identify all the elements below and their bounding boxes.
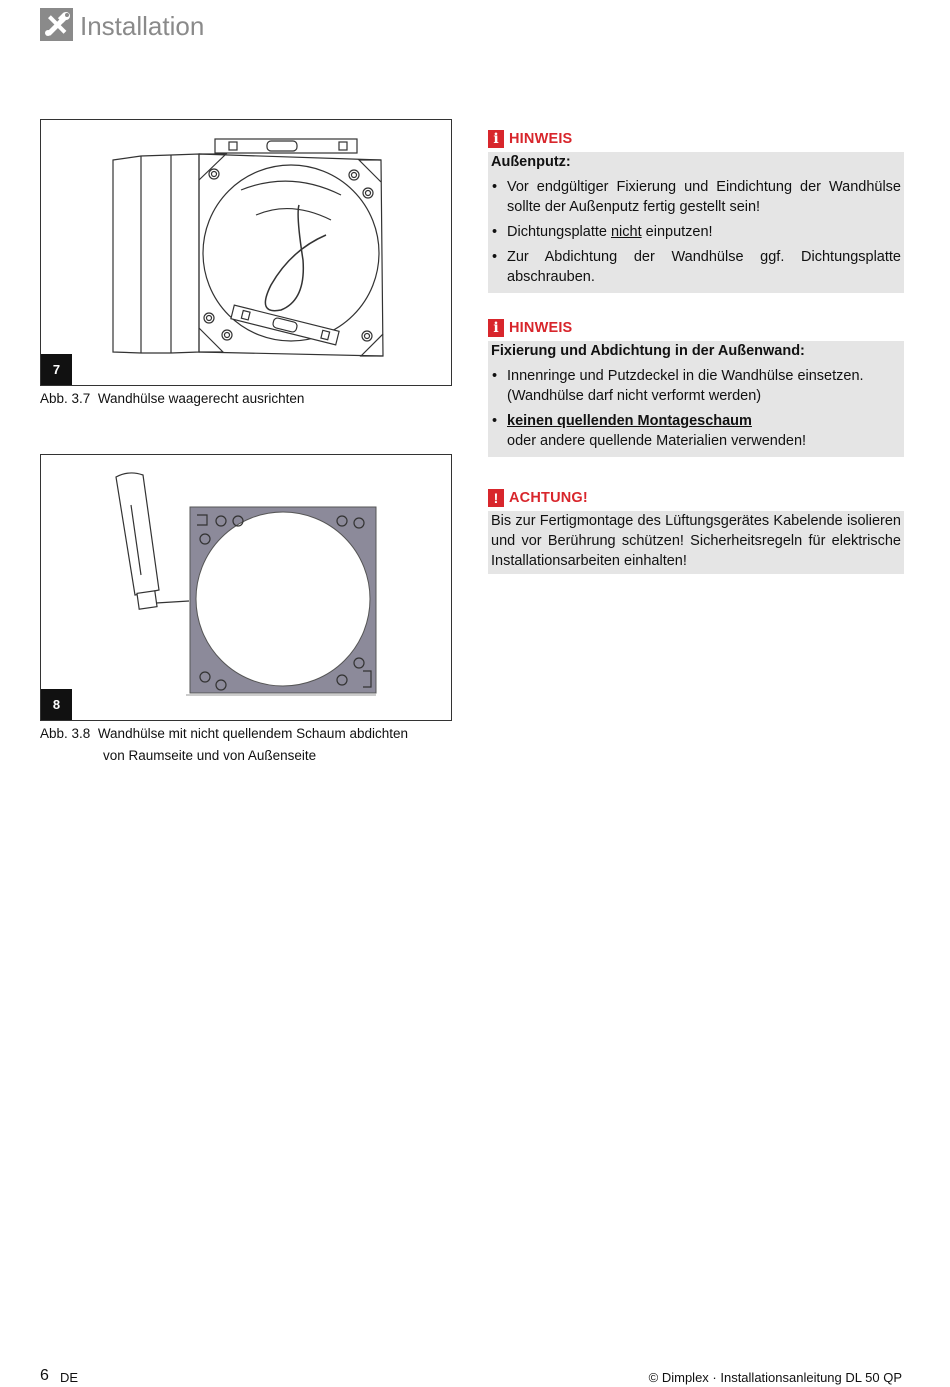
list-item: • Innenringe und Putzdeckel in die Wandhülse einsetzen. (Wandhülse darf nicht verformt werden) [491,366,901,406]
note-subtitle: Außenputz: [491,154,571,170]
note-subtitle: Fixierung und Abdichtung in der Außenwand: [491,343,805,359]
caption-label: Abb. 3.8 [40,726,91,741]
note-label: ACHTUNG! [509,490,588,506]
warning-icon: ! [488,489,504,507]
figure-number: 8 [41,689,72,720]
list-item: • Vor endgültiger Fixierung und Eindichtung der Wandhülse sollte der Außenputz fertig gestellt sein! [491,177,901,217]
footer-copyright: © Dimplex · Installationsanleitung DL 50 QP [648,1370,902,1385]
caption-text: Wandhülse waagerecht ausrichten [97,391,305,406]
list-item: • Zur Abdichtung der Wandhülse ggf. Dichtungsplatte abschrauben. [491,247,901,287]
note-label: HINWEIS [509,131,573,147]
page-number: 6 [40,1367,49,1384]
caption-label: Abb. 3.7 [40,391,91,406]
figure-caption [40,388,304,410]
tools-icon [40,8,73,41]
info-icon: i [488,130,504,148]
figure-number: 7 [41,354,72,385]
figure-8 [40,454,452,721]
figure-caption [40,723,408,767]
note-box [488,341,904,457]
list-item: • Dichtungsplatte nicht einputzen! [491,222,901,242]
note-body: Bis zur Fertigmontage des Lüftungsgerätes Kabelende isolieren und vor Berührung schützen! Sicherheitsregeln für elektrische Installationsarbeiten einhalten! [491,513,901,569]
note-hinweis-aussenputz [488,126,904,293]
note-achtung [488,485,904,574]
list-item: • keinen quellenden Montageschaum oder andere quellende Materialien verwenden! [491,411,901,451]
note-box [488,152,904,293]
note-hinweis-fixierung [488,315,904,457]
figure-7 [40,119,452,386]
caption-text: Wandhülse mit nicht quellendem Schaum abdichten [97,726,408,741]
page-title: Installation [80,11,205,41]
note-label: HINWEIS [509,320,573,336]
language-code: DE [60,1370,79,1385]
note-box [488,511,904,574]
wall-sleeve-level-illustration [41,120,451,385]
caption-text-line2: von Raumseite und von Außenseite [103,748,317,763]
info-icon: i [488,319,504,337]
foam-sealing-illustration [41,455,451,720]
